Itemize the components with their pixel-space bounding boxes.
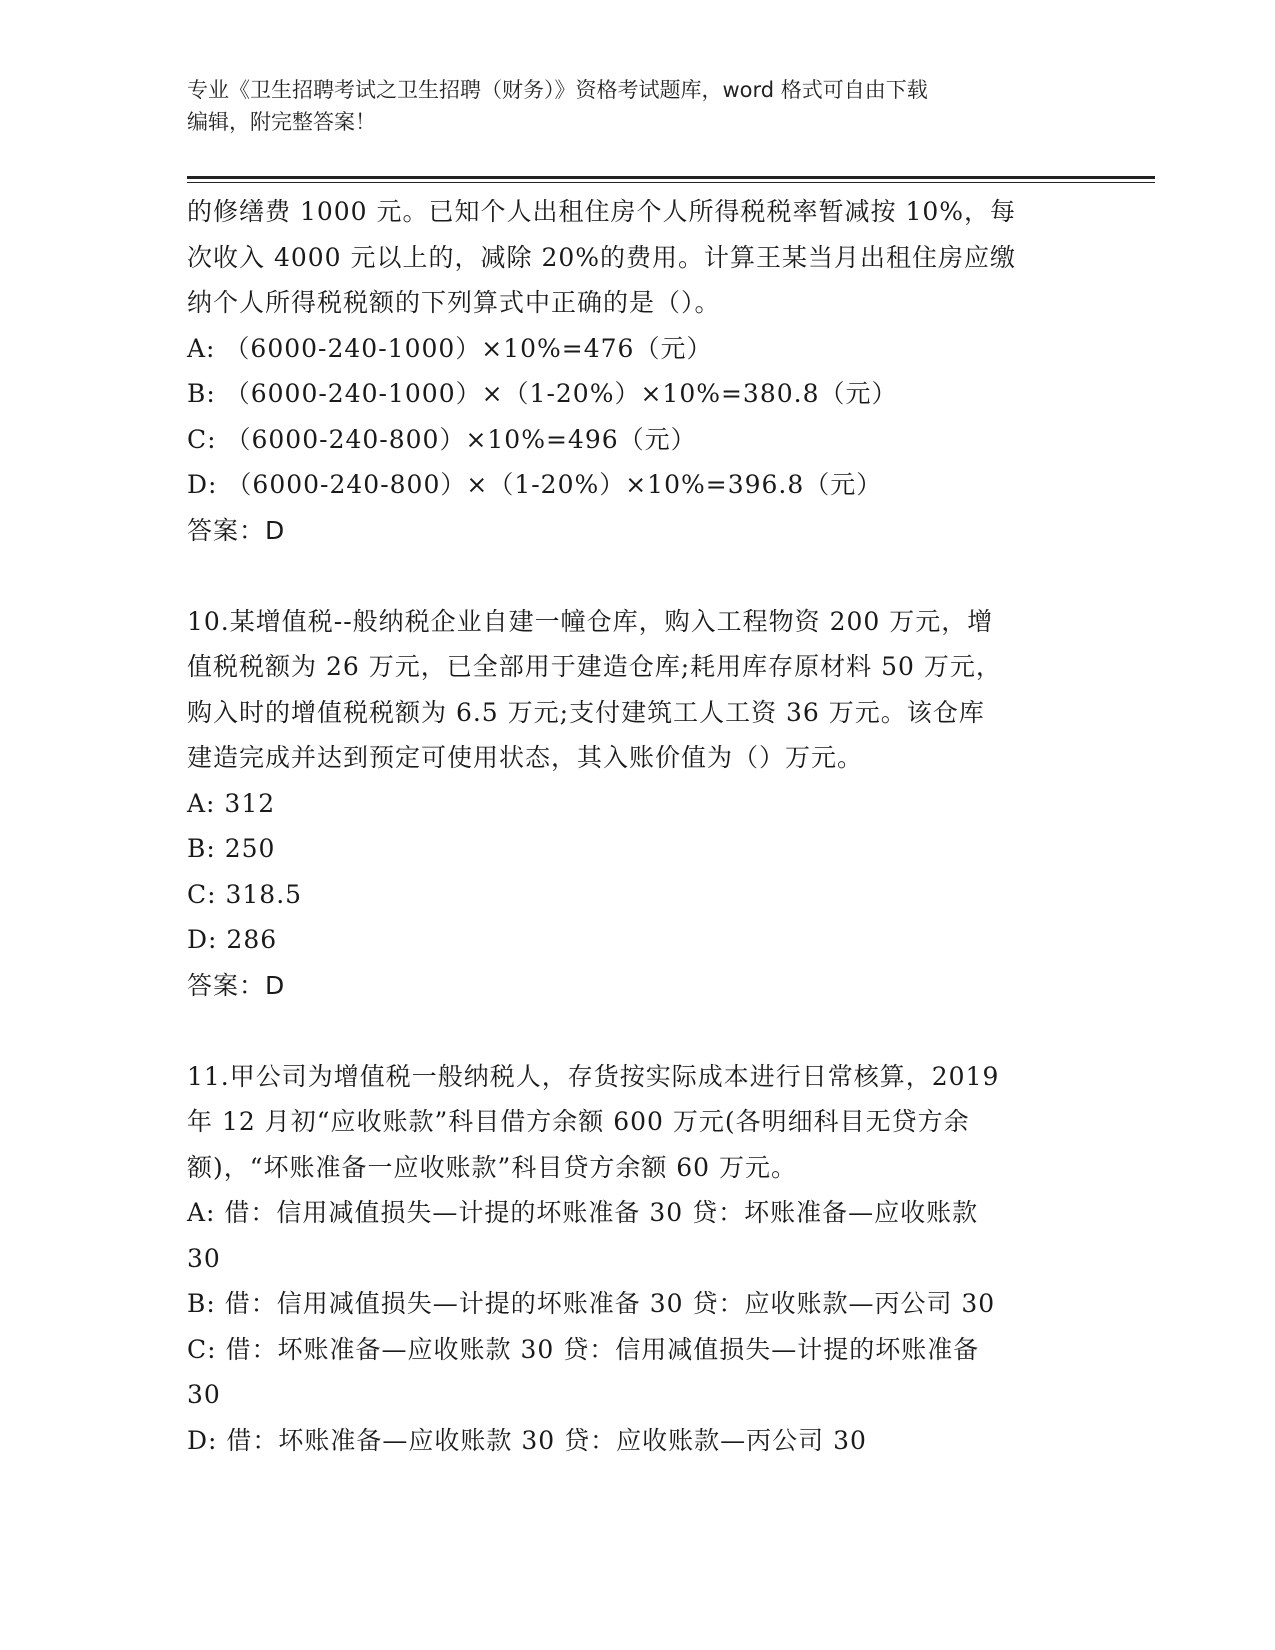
option-c: C: （6000-240-800）×10%=496（元）: [187, 424, 697, 454]
spacer: [187, 1008, 1087, 1054]
option-b: B: 借：信用减值损失—计提的坏账准备 30 贷：应收账款—丙公司 30: [187, 1289, 996, 1318]
option-c: C: 借：坏账准备—应收账款 30 贷：信用减值损失—计提的坏账准备: [187, 1334, 980, 1364]
question-text-line: 纳个人所得税税额的下列算式中正确的是（）。: [187, 288, 721, 317]
question-text-line: 年 12 月初“应收账款”科目借方余额 600 万元(各明细科目无贷方余: [187, 1107, 970, 1136]
question-text-line: 的修缮费 1000 元。已知个人出租住房个人所得税税率暂减按 10%，每: [187, 197, 1017, 226]
question-text-line: 11.甲公司为增值税一般纳税人，存货按实际成本进行日常核算，2019: [187, 1061, 1000, 1091]
header-line: 专业《卫生招聘考试之卫生招聘（财务）》资格考试题库，word 格式可自由下载: [187, 78, 928, 102]
option-d: D: （6000-240-800）×（1-20%）×10%=396.8（元）: [187, 470, 883, 499]
question-text-line: 次收入 4000 元以上的，减除 20%的费用。计算王某当月出租住房应缴: [187, 242, 1017, 272]
answer-line: 答案：D: [187, 970, 286, 1000]
question-text-line: 额)，“坏账准备一应收账款”科目贷方余额 60 万元。: [187, 1152, 798, 1182]
document-header: [187, 74, 1067, 138]
answer-line: 答案：D: [187, 515, 286, 545]
option-a: A: 借：信用减值损失—计提的坏账准备 30 贷：坏账准备—应收账款: [187, 1198, 979, 1227]
question-9: [187, 189, 1087, 553]
header-divider: [187, 176, 1155, 179]
question-text-line: 值税税额为 26 万元，已全部用于建造仓库;耗用库存原材料 50 万元，: [187, 652, 1002, 681]
option-d: D: 286: [187, 925, 278, 954]
option-d: D: 借：坏账准备—应收账款 30 贷：应收账款—丙公司 30: [187, 1425, 867, 1455]
option-c-continuation: 30: [187, 1380, 221, 1409]
option-b: B: 250: [187, 834, 276, 863]
option-a-continuation: 30: [187, 1243, 221, 1273]
option-a: A: 312: [187, 788, 276, 818]
question-text-line: 10.某增值税--般纳税企业自建一幢仓库，购入工程物资 200 万元，增: [187, 606, 994, 636]
option-b: B: （6000-240-1000）×（1-20%）×10%=380.8（元）: [187, 379, 898, 408]
question-11: [187, 1054, 1087, 1464]
document-body: [187, 189, 1087, 1463]
option-c: C: 318.5: [187, 879, 303, 909]
question-text-line: 购入时的增值税税额为 6.5 万元;支付建筑工人工资 36 万元。该仓库: [187, 697, 985, 727]
header-divider-thin: [187, 182, 1155, 183]
spacer: [187, 553, 1087, 599]
question-text-line: 建造完成并达到预定可使用状态，其入账价值为（）万元。: [187, 743, 864, 772]
question-10: [187, 599, 1087, 1009]
header-line: 编辑，附完整答案！: [187, 110, 376, 134]
option-a: A: （6000-240-1000）×10%=476（元）: [187, 333, 713, 363]
